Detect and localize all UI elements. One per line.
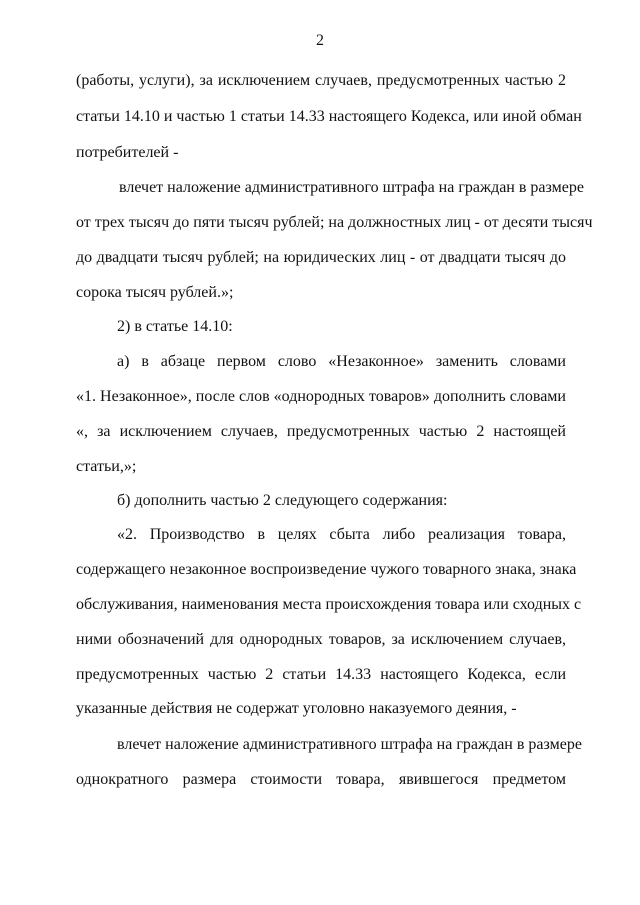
- text-line: «, за исключением случаев, предусмотренных частью 2 настоящей: [76, 423, 566, 440]
- text-line: ними обозначений для однородных товаров, за исключением случаев,: [76, 631, 566, 648]
- text-line: 2) в статье 14.10:: [117, 318, 233, 335]
- text-line: влечет наложение административного штрафа на граждан в размере: [117, 736, 582, 753]
- text-line: а) в абзаце первом слово «Незаконное» заменить словами: [117, 353, 566, 370]
- text-line: (работы, услуги), за исключением случаев, предусмотренных частью 2: [76, 72, 566, 89]
- text-line: статьи,»;: [76, 458, 137, 475]
- text-line: обслуживания, наименования места происхождения товара или сходных с: [76, 596, 582, 613]
- text-line: влечет наложение административного штрафа на граждан в размере: [119, 179, 584, 196]
- text-line: статьи 14.10 и частью 1 статьи 14.33 настоящего Кодекса, или иной обман: [76, 108, 582, 125]
- text-line: предусмотренных частью 2 статьи 14.33 настоящего Кодекса, если: [76, 666, 566, 683]
- text-line: «2. Производство в целях сбыта либо реализация товара,: [117, 526, 566, 543]
- text-line: однократного размера стоимости товара, явившегося предметом: [76, 771, 566, 788]
- text-line: от трех тысяч до пяти тысяч рублей; на должностных лиц - от десяти тысяч: [76, 214, 593, 231]
- text-line: «1. Незаконное», после слов «однородных товаров» дополнить словами: [76, 388, 566, 405]
- text-line: содержащего незаконное воспроизведение чужого товарного знака, знака: [76, 561, 577, 578]
- text-line: б) дополнить частью 2 следующего содержания:: [117, 492, 448, 509]
- text-line: сорока тысяч рублей.»;: [76, 284, 234, 301]
- page-number: 2: [316, 32, 324, 49]
- text-line: потребителей -: [76, 144, 179, 161]
- text-line: до двадцати тысяч рублей; на юридических лиц - от двадцати тысяч до: [76, 249, 566, 266]
- text-line: указанные действия не содержат уголовно наказуемого деяния, -: [76, 700, 517, 717]
